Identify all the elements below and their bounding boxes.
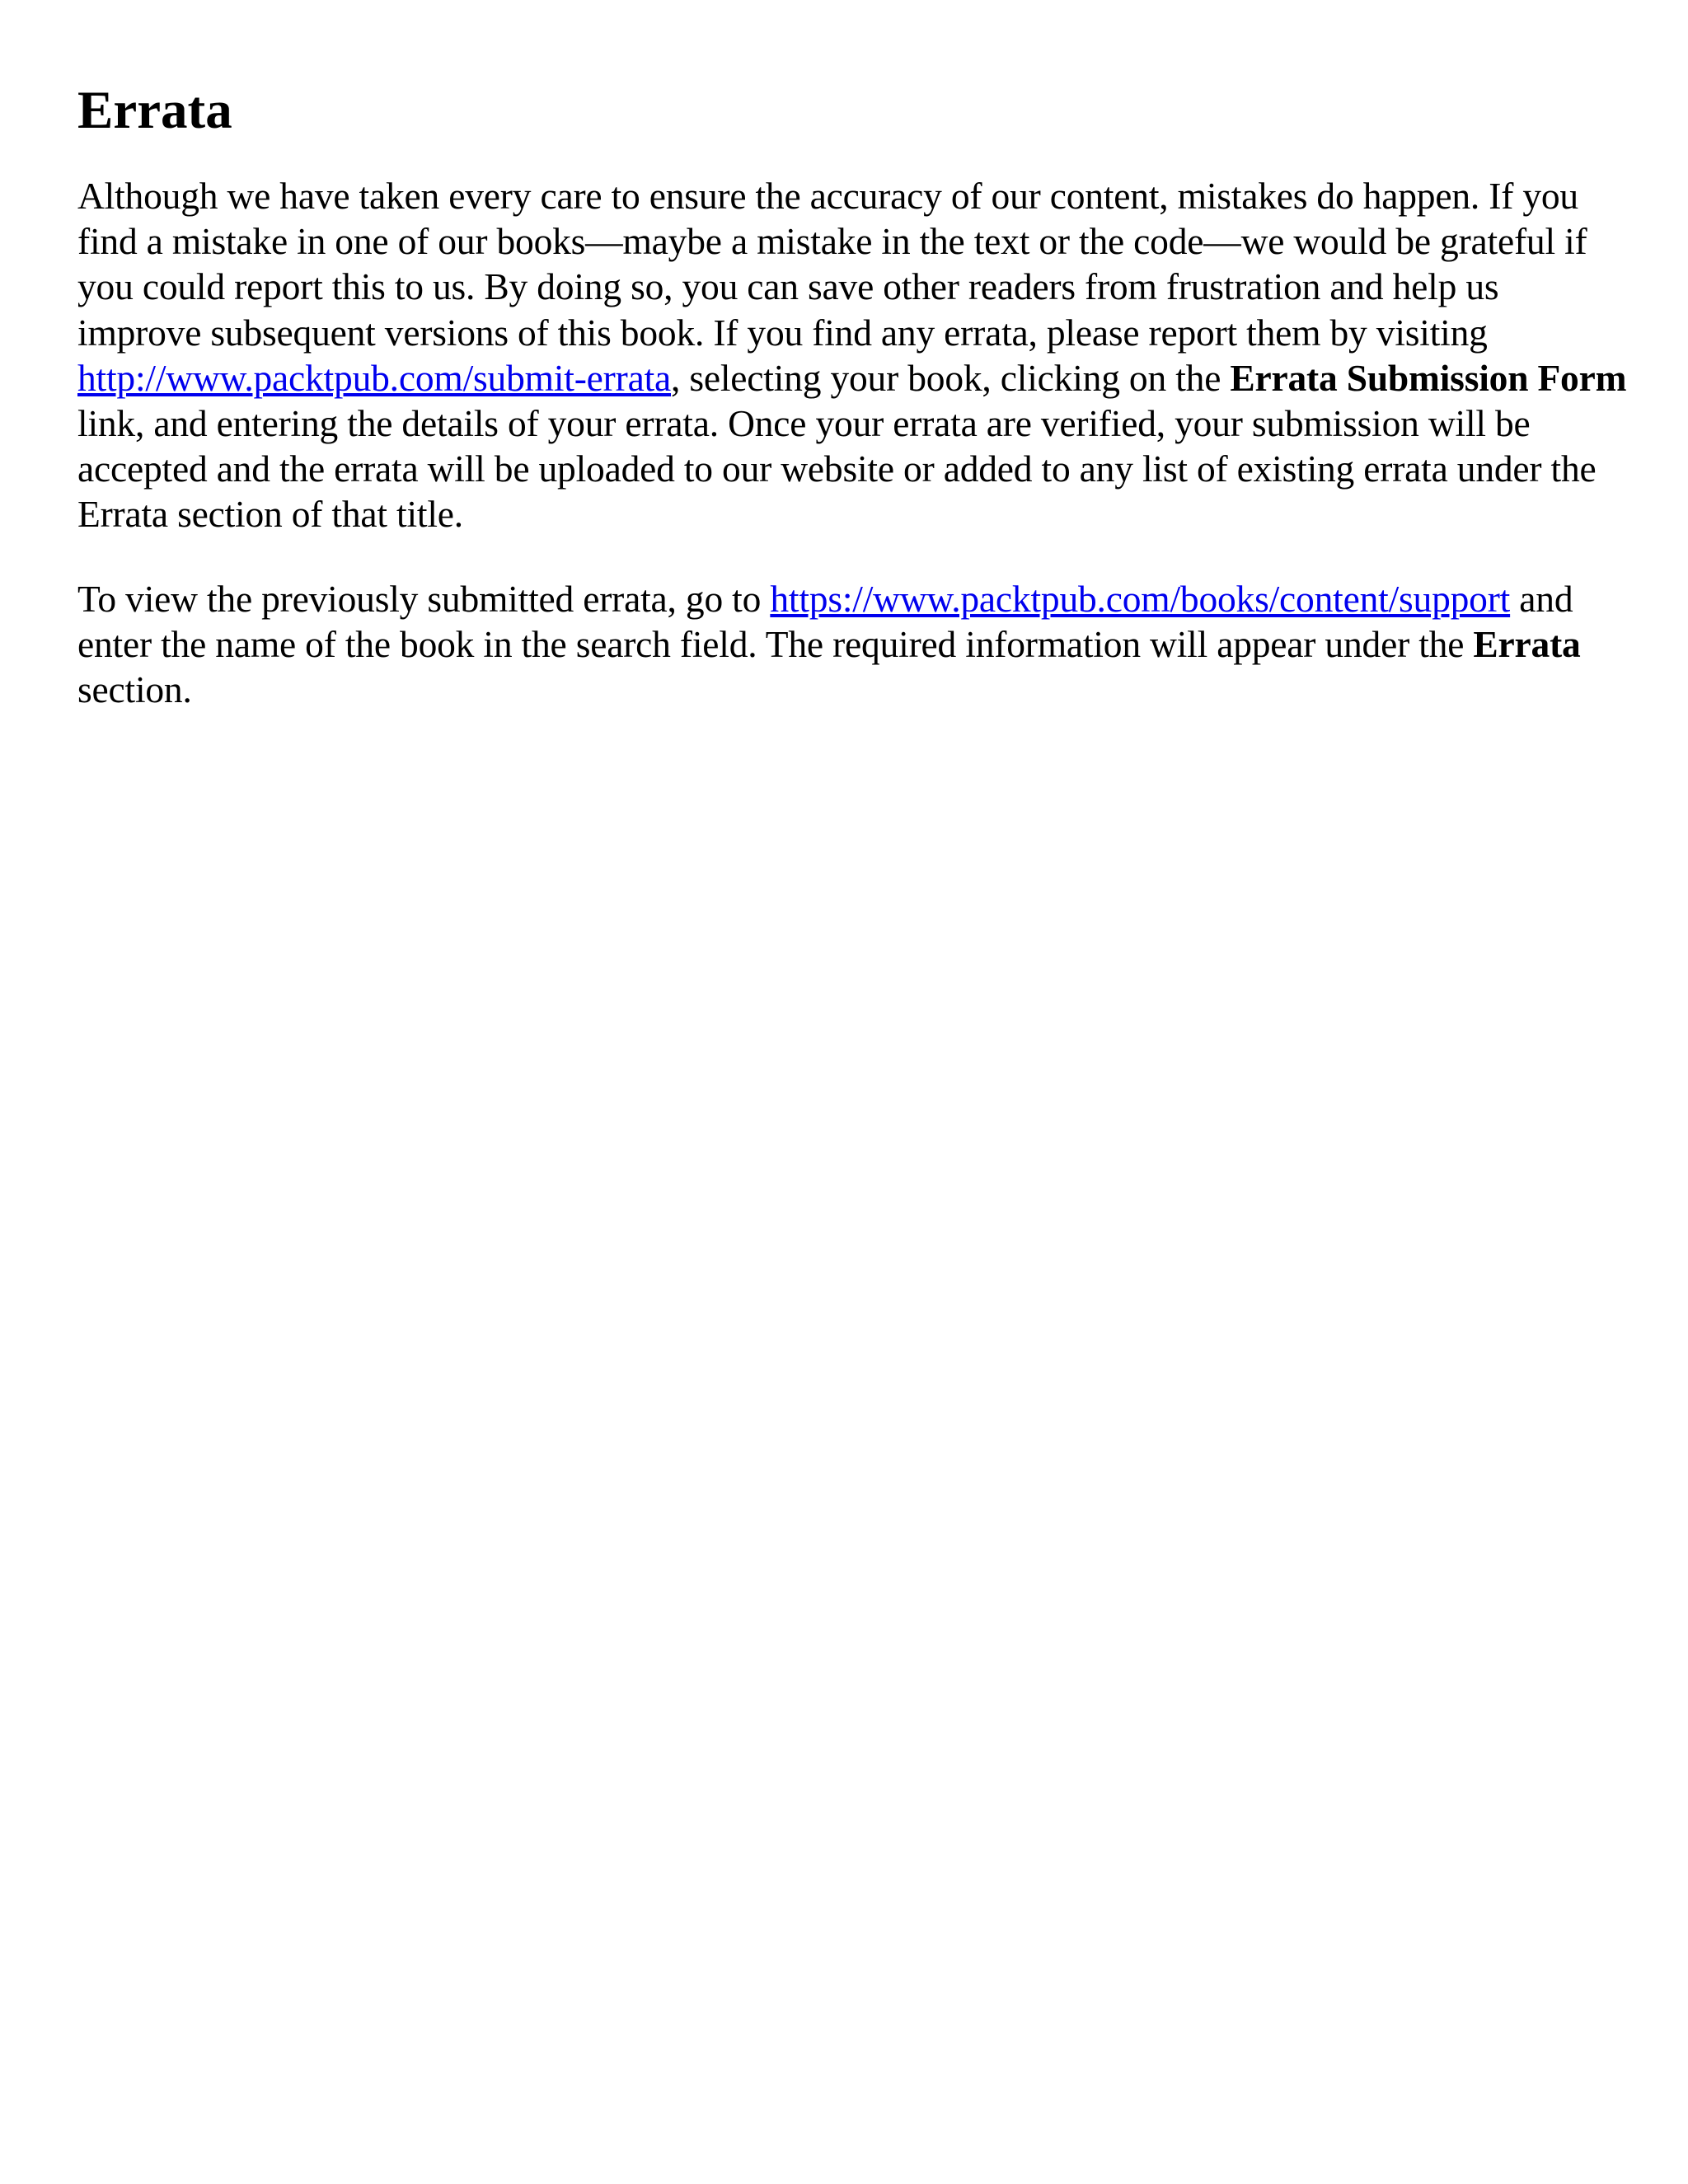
paragraph-text: Although we have taken every care to ensure the accuracy of our content, mistakes do happen. If you find a mistake in one of our books—maybe a mistake in the text or the code—we would be grateful if you could report this to us. By doing so, you can save other readers from frustration and help us improve subsequent versions of this book. If you find any errata, please report them by visiting: [77, 175, 1587, 354]
paragraph-text: section.: [77, 668, 192, 711]
support-paragraph: [77, 576, 1627, 713]
support-link[interactable]: https://www.packtpub.com/books/content/support: [770, 577, 1511, 620]
paragraph-text: , selecting your book, clicking on the: [671, 356, 1231, 399]
document-page: [77, 0, 1627, 712]
paragraph-text: and enter the name of the book in the search field. The required information will appear under the: [77, 577, 1573, 665]
errata-section-bold: Errata: [1473, 622, 1581, 665]
errata-form-bold: Errata Submission Form: [1230, 356, 1627, 399]
errata-paragraph: [77, 173, 1627, 537]
paragraph-text: To view the previously submitted errata, go to: [77, 577, 771, 620]
page-title: Errata: [77, 81, 232, 140]
paragraph-text: link, and entering the details of your errata. Once your errata are verified, your submission will be accepted and the errata will be uploaded to our website or added to any list of existing errata under the Errata section of that title.: [77, 402, 1597, 536]
submit-errata-link[interactable]: http://www.packtpub.com/submit-errata: [77, 356, 672, 399]
